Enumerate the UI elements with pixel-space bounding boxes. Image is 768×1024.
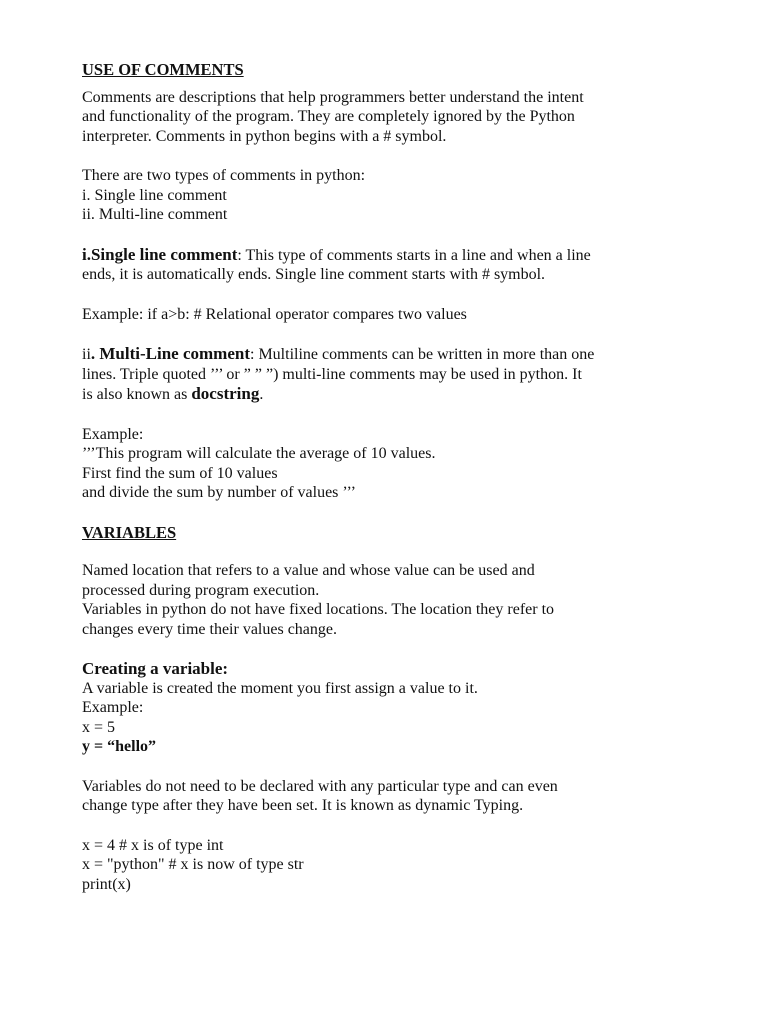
multi-line-comment-paragraph bbox=[82, 344, 682, 405]
text-line: Example: bbox=[82, 699, 144, 716]
text-span: . bbox=[259, 386, 264, 403]
text-line bbox=[82, 245, 682, 266]
multi-line-example bbox=[82, 425, 682, 503]
single-line-comment-desc: : This type of comments starts in a line and when a line bbox=[237, 246, 591, 264]
text-line: x = 5 bbox=[82, 718, 116, 736]
variables-intro bbox=[82, 561, 682, 639]
text-line bbox=[82, 344, 682, 365]
heading-variables: VARIABLES bbox=[82, 522, 177, 542]
text-line: First find the sum of 10 values bbox=[82, 464, 278, 482]
text-line: ends, it is automatically ends. Single line comment starts with # symbol. bbox=[82, 266, 546, 283]
code-line: x = 4 # x is of type int bbox=[82, 836, 224, 854]
text-line: Comments are descriptions that help programmers better understand the intent bbox=[82, 88, 584, 106]
text-line: lines. Triple quoted ’’’ or ” ” ”) multi-line comments may be used in python. It bbox=[82, 365, 582, 383]
single-line-comment-paragraph bbox=[82, 245, 682, 285]
dynamic-typing-paragraph bbox=[82, 777, 682, 816]
code-line: x = "python" # x is now of type str bbox=[82, 856, 304, 873]
code-example bbox=[82, 836, 682, 895]
text-span: is also known as bbox=[82, 386, 192, 403]
multi-line-comment-desc: : Multiline comments can be written in more than one bbox=[250, 346, 595, 363]
text-line: and divide the sum by number of values ’’’ bbox=[82, 484, 356, 501]
text-line: y = “hello” bbox=[82, 738, 157, 755]
text-line: processed during program execution. bbox=[82, 581, 320, 599]
comment-types-list bbox=[82, 166, 682, 225]
text-line: and functionality of the program. They are completely ignored by the Python bbox=[82, 108, 575, 125]
comments-intro bbox=[82, 88, 682, 147]
heading-use-of-comments: USE OF COMMENTS bbox=[82, 60, 244, 79]
text-line: Named location that refers to a value and whose value can be used and bbox=[82, 562, 535, 579]
single-line-comment-title: i.Single line comment bbox=[82, 244, 238, 264]
text-line: changes every time their values change. bbox=[82, 620, 337, 638]
text-line: Example: bbox=[82, 425, 144, 443]
text-line: There are two types of comments in python: bbox=[82, 167, 366, 184]
single-line-example: Example: if a>b: # Relational operator compares two values bbox=[82, 305, 467, 323]
text-line: i. Single line comment bbox=[82, 186, 227, 204]
docstring-term: docstring bbox=[191, 384, 260, 403]
text-line: Variables in python do not have fixed locations. The location they refer to bbox=[82, 601, 555, 618]
text-line: Variables do not need to be declared with any particular type and can even bbox=[82, 777, 558, 795]
text-line: A variable is created the moment you first assign a value to it. bbox=[82, 679, 478, 697]
text-line: change type after they have been set. It is known as dynamic Typing. bbox=[82, 797, 524, 814]
text-line: ’’’This program will calculate the average of 10 values. bbox=[82, 445, 436, 462]
text-line: ii. Multi-line comment bbox=[82, 206, 228, 223]
text-line: interpreter. Comments in python begins with a # symbol. bbox=[82, 127, 447, 145]
document-body bbox=[82, 60, 682, 894]
creating-variable-section bbox=[82, 659, 682, 757]
text-line bbox=[82, 384, 682, 405]
multi-line-prefix: ii bbox=[82, 346, 91, 363]
creating-variable-title: Creating a variable: bbox=[82, 659, 229, 678]
code-line: print(x) bbox=[82, 875, 131, 893]
multi-line-comment-title: . Multi-Line comment bbox=[90, 344, 250, 363]
